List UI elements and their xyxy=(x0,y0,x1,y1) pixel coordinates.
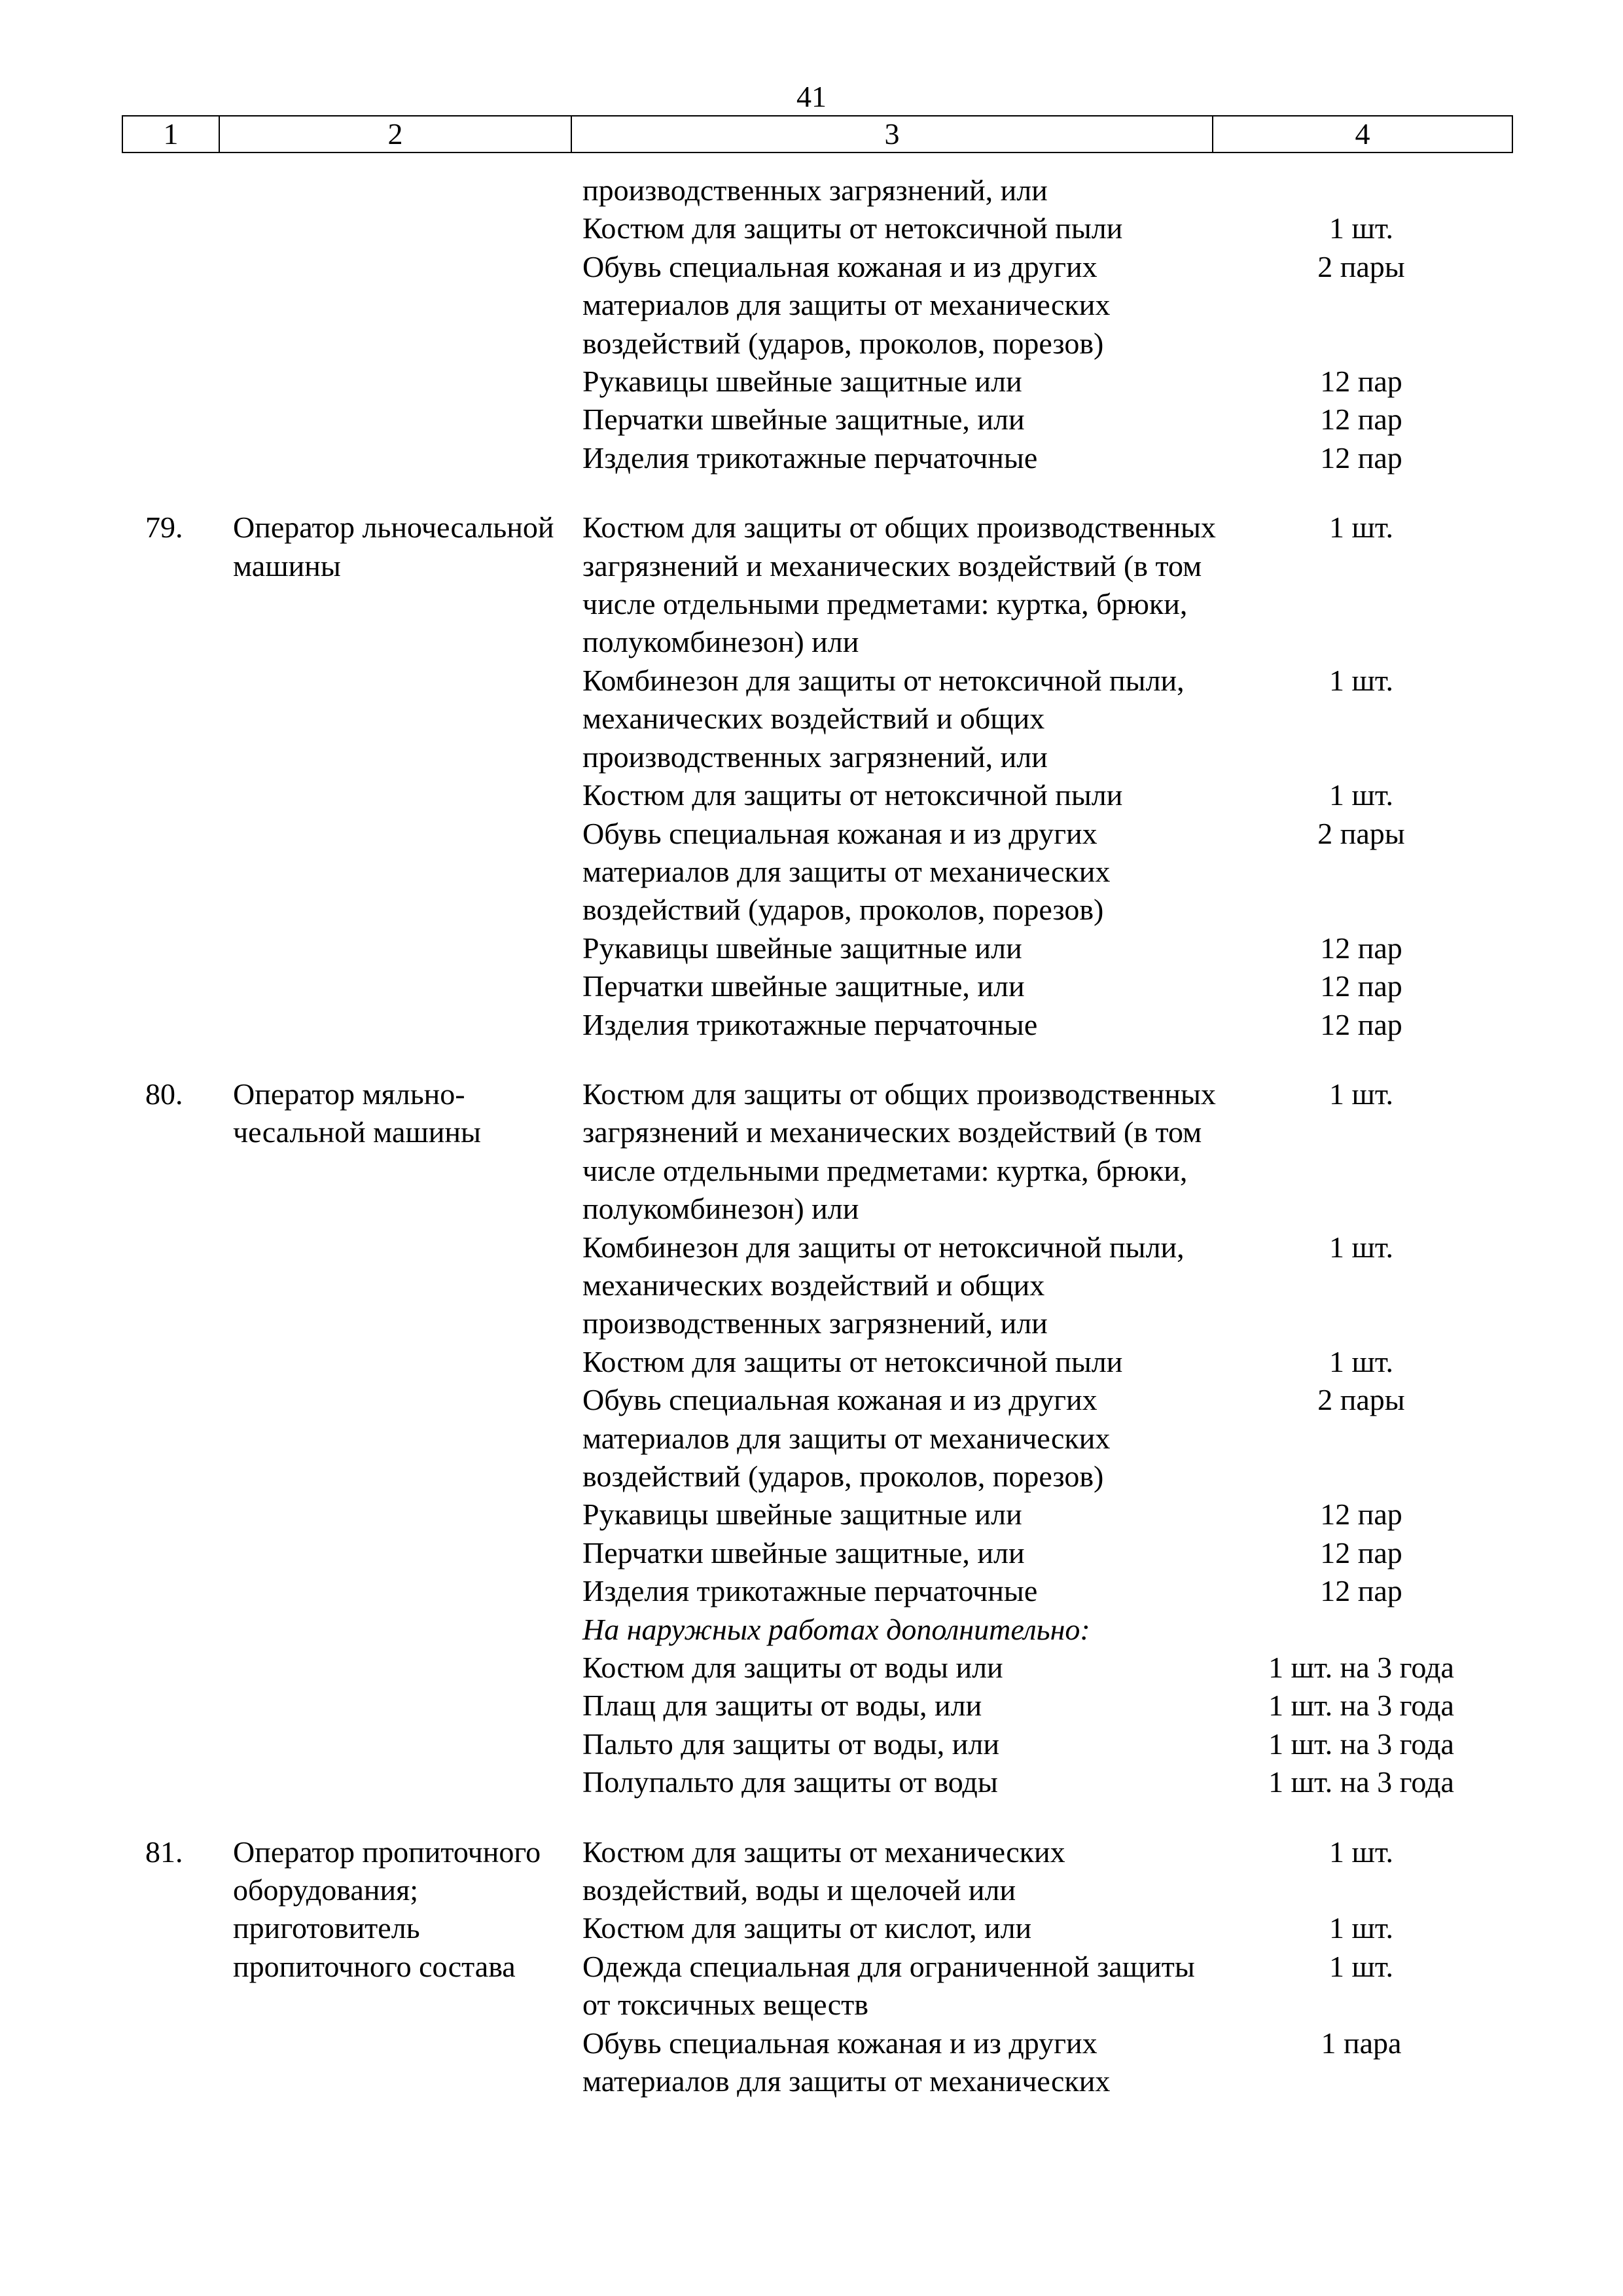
list-item xyxy=(0,1611,1623,1649)
item-name: Костюм для защиты от механических воздействий, воды и щелочей или xyxy=(582,1835,1065,1907)
item-name: Костюм для защиты от нетоксичной пыли xyxy=(582,211,1123,245)
entry-items xyxy=(0,1075,1623,1802)
item-quantity: 12 пар xyxy=(1320,365,1402,399)
list-item xyxy=(0,439,1623,477)
item-name: Костюм для защиты от общих производственных загрязнений и механических воздействий (в том числе отдельными предметами: куртка, брюки, полукомбинезон) или xyxy=(582,511,1216,659)
item-quantity: 1 шт. xyxy=(1329,1230,1394,1264)
list-item xyxy=(0,1075,1623,1229)
list-item xyxy=(0,1229,1623,1343)
item-name: Костюм для защиты от общих производственных загрязнений и механических воздействий (в том числе отдельными предметами: куртка, брюки, полукомбинезон) или xyxy=(582,1077,1216,1226)
item-quantity: 1 шт. на 3 года xyxy=(1268,1765,1454,1799)
item-quantity: 2 пары xyxy=(1317,1383,1405,1417)
item-quantity: 12 пар xyxy=(1320,403,1402,437)
profession-name: Оператор льночесальной машины xyxy=(233,511,554,583)
list-item xyxy=(0,363,1623,401)
table-body xyxy=(0,171,1623,2101)
entry-row-80 xyxy=(0,1075,1623,1802)
item-name: Костюм для защиты от нетоксичной пыли xyxy=(582,778,1123,812)
page-number: 41 xyxy=(796,80,827,113)
item-quantity: 12 пар xyxy=(1320,1535,1402,1570)
item-quantity: 1 шт. xyxy=(1329,1344,1394,1378)
list-item xyxy=(0,171,1623,209)
list-item xyxy=(0,1649,1623,1687)
item-quantity: 1 шт. xyxy=(1329,1911,1394,1945)
item-quantity: 1 шт. xyxy=(1329,211,1394,245)
header-column-1: 1 xyxy=(123,117,220,152)
item-quantity: 12 пар xyxy=(1320,440,1402,475)
item-name: Перчатки швейные защитные, или xyxy=(582,403,1025,437)
list-item xyxy=(0,1948,1623,2024)
entry-items xyxy=(0,1833,1623,2101)
item-name: Одежда специальная для ограниченной защиты от токсичных веществ xyxy=(582,1949,1195,2022)
item-quantity: 12 пар xyxy=(1320,1498,1402,1532)
item-name: Пальто для защиты от воды, или xyxy=(582,1727,999,1761)
list-item xyxy=(0,815,1623,929)
item-name: Комбинезон для защиты от нетоксичной пыли, механических воздействий и общих производственных загрязнений, или xyxy=(582,1230,1185,1340)
item-name: Изделия трикотажные перчаточные xyxy=(582,440,1038,475)
entry-number: 80. xyxy=(145,1077,183,1111)
list-item xyxy=(0,967,1623,1005)
list-item xyxy=(0,1687,1623,1725)
list-item xyxy=(0,662,1623,776)
header-column-4: 4 xyxy=(1355,117,1370,151)
item-name: Костюм для защиты от кислот, или xyxy=(582,1911,1032,1945)
item-name: Перчатки швейные защитные, или xyxy=(582,969,1025,1003)
item-name: Комбинезон для защиты от нетоксичной пыли, механических воздействий и общих производственных загрязнений, или xyxy=(582,663,1185,774)
entry-number: 81. xyxy=(145,1835,183,1869)
list-item xyxy=(0,776,1623,814)
list-item xyxy=(0,1496,1623,1534)
item-quantity: 1 пара xyxy=(1321,2026,1402,2060)
item-quantity: 12 пар xyxy=(1320,1574,1402,1608)
item-name: Рукавицы швейные защитные или xyxy=(582,365,1022,399)
header-column-2: 2 xyxy=(220,117,572,152)
entry-row-79 xyxy=(0,509,1623,1044)
table-header-row xyxy=(122,115,1513,153)
item-name: Костюм для защиты от воды или xyxy=(582,1651,1003,1685)
item-quantity: 1 шт. xyxy=(1329,1077,1394,1111)
item-name: Обувь специальная кожаная и из других материалов для защиты от механических воздействий (ударов, проколов, порезов) xyxy=(582,816,1111,927)
item-quantity: 1 шт. xyxy=(1329,1949,1394,1983)
item-name: Обувь специальная кожаная и из других материалов для защиты от механических воздействий (ударов, проколов, порезов) xyxy=(582,1383,1111,1493)
list-item xyxy=(0,1833,1623,1910)
list-item xyxy=(0,209,1623,247)
item-name: Рукавицы швейные защитные или xyxy=(582,1498,1022,1532)
item-name: Обувь специальная кожаная и из других материалов для защиты от механических xyxy=(582,2026,1111,2098)
list-item xyxy=(0,929,1623,967)
continuation-row xyxy=(0,171,1623,477)
continuation-items xyxy=(0,171,1623,477)
list-item xyxy=(0,248,1623,363)
item-name: производственных загрязнений, или xyxy=(582,173,1048,207)
list-item xyxy=(0,1763,1623,1801)
item-name: Изделия трикотажные перчаточные xyxy=(582,1007,1038,1041)
item-name: Полупальто для защиты от воды xyxy=(582,1765,998,1799)
item-quantity: 12 пар xyxy=(1320,1007,1402,1041)
list-item xyxy=(0,1725,1623,1763)
list-item xyxy=(0,1534,1623,1572)
list-item xyxy=(0,2024,1623,2101)
item-quantity: 12 пар xyxy=(1320,969,1402,1003)
item-name: Рукавицы швейные защитные или xyxy=(582,931,1022,965)
item-quantity: 1 шт. на 3 года xyxy=(1268,1727,1454,1761)
item-name: Плащ для защиты от воды, или xyxy=(582,1689,982,1723)
item-name: Обувь специальная кожаная и из других материалов для защиты от механических воздействий (ударов, проколов, порезов) xyxy=(582,249,1111,360)
item-quantity: 12 пар xyxy=(1320,931,1402,965)
header-column-3: 3 xyxy=(572,117,1213,152)
item-quantity: 1 шт. xyxy=(1329,511,1394,545)
list-item xyxy=(0,509,1623,662)
item-quantity: 2 пары xyxy=(1317,816,1405,850)
item-quantity: 1 шт. xyxy=(1329,1835,1394,1869)
item-quantity: 1 шт. на 3 года xyxy=(1268,1689,1454,1723)
outdoor-work-note: На наружных работах дополнительно: xyxy=(582,1612,1090,1646)
list-item xyxy=(0,1572,1623,1610)
list-item xyxy=(0,401,1623,439)
list-item xyxy=(0,1343,1623,1381)
list-item xyxy=(0,1381,1623,1496)
item-name: Изделия трикотажные перчаточные xyxy=(582,1574,1038,1608)
item-quantity: 1 шт. xyxy=(1329,663,1394,697)
profession-name: Оператор мяльно-чесальной машины xyxy=(233,1077,481,1149)
item-name: Перчатки швейные защитные, или xyxy=(582,1535,1025,1570)
item-name: Костюм для защиты от нетоксичной пыли xyxy=(582,1344,1123,1378)
item-quantity: 2 пары xyxy=(1317,249,1405,283)
item-quantity: 1 шт. на 3 года xyxy=(1268,1651,1454,1685)
entry-row-81 xyxy=(0,1833,1623,2101)
item-quantity: 1 шт. xyxy=(1329,778,1394,812)
profession-name: Оператор пропиточного оборудования; приготовитель пропиточного состава xyxy=(233,1835,541,1983)
list-item xyxy=(0,1006,1623,1044)
list-item xyxy=(0,1909,1623,1947)
entry-items xyxy=(0,509,1623,1044)
entry-number: 79. xyxy=(145,511,183,545)
